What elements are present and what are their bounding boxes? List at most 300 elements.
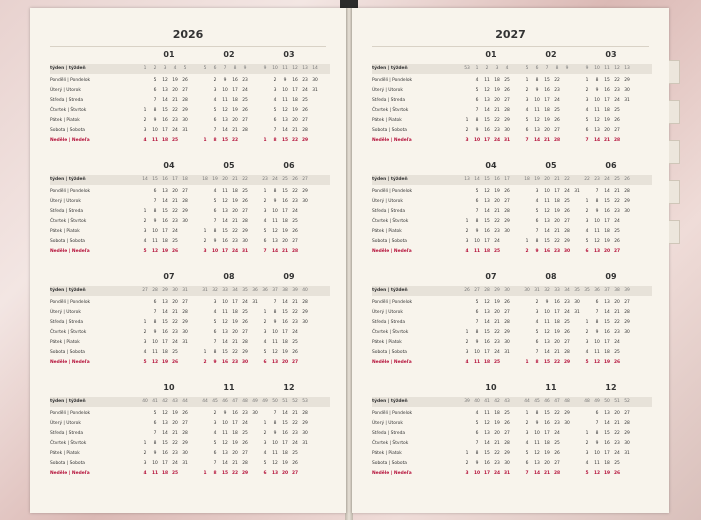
week-number: 37 [604,288,610,293]
day-number: 31 [574,310,580,315]
day-number: 27 [614,128,620,133]
week-number: 21 [554,177,560,182]
day-number: 20 [554,340,560,345]
day-number: 28 [302,128,308,133]
day-number: 1 [585,78,589,83]
day-number: 21 [232,128,238,133]
day-number: 23 [232,239,238,244]
day-number: 7 [153,98,157,103]
day-number: 13 [544,340,550,345]
day-number: 18 [604,461,610,466]
right-page [352,8,669,513]
day-number: 21 [614,421,620,426]
week-number: 25 [614,177,620,182]
day-number: 13 [544,219,550,224]
day-number: 10 [544,189,550,194]
day-number: 10 [534,431,540,436]
weekday-label: Středa | Streda [50,320,84,325]
day-number: 18 [232,98,238,103]
day-number: 6 [273,118,277,123]
week-number: 41 [484,399,490,404]
day-number: 20 [172,88,178,93]
day-number: 6 [153,421,157,426]
day-number: 8 [273,138,277,143]
day-number: 10 [152,461,158,466]
day-number: 24 [242,300,248,305]
week-number: 27 [302,177,308,182]
day-number: 7 [273,300,277,305]
day-number: 19 [494,189,500,194]
day-number: 28 [504,320,510,325]
day-number: 24 [292,209,298,214]
day-number: 3 [213,88,217,93]
day-number: 8 [153,209,157,214]
day-number: 5 [525,451,529,456]
day-number: 24 [172,461,178,466]
day-number: 1 [263,189,267,194]
day-number: 5 [213,320,217,325]
day-number: 5 [585,471,589,476]
day-number: 20 [494,310,500,315]
day-number: 29 [504,451,510,456]
week-number: 35 [584,288,590,293]
day-number: 3 [535,189,539,194]
week-number: 2 [485,66,489,71]
day-number: 15 [604,431,610,436]
day-number: 30 [182,451,188,456]
day-number: 9 [153,330,157,335]
week-number: 9 [243,66,247,71]
week-number: 3 [495,66,499,71]
day-number: 25 [172,239,178,244]
day-number: 4 [143,138,147,143]
day-number: 18 [292,98,298,103]
day-number: 19 [604,118,610,123]
weekday-label: Středa | Streda [372,98,406,103]
month-name: 01 [163,50,175,59]
day-number: 28 [302,300,308,305]
day-number: 6 [153,88,157,93]
day-number: 3 [263,209,267,214]
day-number: 10 [152,128,158,133]
day-number: 27 [182,88,188,93]
day-number: 27 [182,300,188,305]
day-number: 20 [603,249,611,254]
day-number: 11 [484,78,490,83]
day-number: 27 [182,189,188,194]
day-number: 6 [475,199,479,204]
week-number: 8 [555,66,559,71]
day-number: 22 [172,209,178,214]
week-number: 6 [213,66,217,71]
day-number: 25 [242,189,248,194]
day-number: 20 [232,451,238,456]
day-number: 29 [624,320,630,325]
day-number: 22 [554,411,560,416]
day-number: 21 [614,189,620,194]
day-number: 28 [182,431,188,436]
day-number: 22 [172,108,178,113]
day-number: 30 [312,78,318,83]
day-number: 12 [151,249,159,254]
day-number: 6 [585,128,589,133]
weekday-label: Sobota | Sobota [50,350,85,355]
day-number: 5 [273,108,277,113]
day-number: 15 [221,471,229,476]
day-number: 6 [263,360,267,365]
week-number: 20 [222,177,228,182]
day-number: 12 [544,209,550,214]
day-number: 8 [153,441,157,446]
day-number: 3 [585,451,589,456]
week-number: 49 [262,399,268,404]
day-number: 13 [484,199,490,204]
week-number: 34 [232,288,238,293]
day-number: 19 [494,421,500,426]
day-number: 11 [272,219,278,224]
week-number: 27 [474,288,480,293]
day-number: 29 [242,229,248,234]
day-number: 11 [282,98,288,103]
week-number: 11 [604,66,610,71]
day-number: 5 [263,461,267,466]
day-number: 21 [172,431,178,436]
day-number: 17 [162,461,168,466]
day-number: 21 [543,138,551,143]
day-number: 20 [614,411,620,416]
day-number: 30 [563,249,571,254]
day-number: 10 [474,350,480,355]
week-number: 24 [604,177,610,182]
day-number: 3 [143,128,147,133]
day-number: 28 [242,461,248,466]
day-number: 7 [153,199,157,204]
page-tab[interactable] [669,140,680,164]
day-number: 5 [143,249,147,254]
day-number: 5 [585,118,589,123]
week-number: 8 [233,66,237,71]
day-number: 24 [554,431,560,436]
day-number: 1 [465,118,469,123]
day-number: 17 [604,340,610,345]
page-tab[interactable] [669,180,680,204]
weekday-label: Pondělí | Pondelok [50,300,91,305]
day-number: 21 [292,128,298,133]
week-number: 7 [545,66,549,71]
day-number: 15 [604,320,610,325]
left-page [30,8,346,513]
day-number: 14 [271,249,279,254]
day-number: 4 [143,350,147,355]
day-number: 23 [242,78,248,83]
day-number: 14 [484,108,490,113]
day-number: 21 [292,300,298,305]
day-number: 29 [624,199,630,204]
day-number: 31 [241,249,249,254]
day-number: 17 [162,128,168,133]
day-number: 8 [213,138,217,143]
day-number: 9 [535,88,539,93]
year-heading-left: 2026 [172,28,204,41]
day-number: 3 [525,98,529,103]
day-number: 6 [475,310,479,315]
day-number: 11 [152,239,158,244]
day-number: 1 [525,360,529,365]
day-number: 16 [604,209,610,214]
day-number: 4 [465,249,469,254]
day-number: 10 [272,209,278,214]
day-number: 4 [475,411,479,416]
weekday-label: Neděle | Nedeľa [50,138,90,143]
week-number: 13 [624,66,630,71]
day-number: 9 [475,340,479,345]
weekday-label: Středa | Streda [372,431,406,436]
day-number: 18 [282,451,288,456]
week-number: 5 [183,66,187,71]
day-number: 20 [494,98,500,103]
day-number: 6 [475,431,479,436]
day-number: 17 [282,209,288,214]
weekday-label: Neděle | Nedeľa [50,471,90,476]
day-number: 26 [292,461,298,466]
week-number: 33 [222,288,228,293]
day-number: 6 [213,451,217,456]
day-number: 11 [222,189,228,194]
page-tab[interactable] [669,100,680,124]
day-number: 25 [614,229,620,234]
day-number: 4 [213,98,217,103]
day-number: 3 [213,421,217,426]
page-tab[interactable] [669,220,680,244]
day-number: 14 [222,340,228,345]
day-number: 13 [162,189,168,194]
day-number: 2 [465,461,469,466]
day-number: 29 [302,310,308,315]
day-number: 16 [162,118,168,123]
week-number: 34 [564,288,570,293]
day-number: 23 [292,199,298,204]
day-number: 15 [162,209,168,214]
weekday-label: Pátek | Piatok [50,340,80,345]
day-number: 15 [544,78,550,83]
day-number: 23 [494,128,500,133]
day-number: 9 [273,320,277,325]
day-number: 28 [242,219,248,224]
day-number: 27 [564,219,570,224]
day-number: 3 [263,441,267,446]
day-number: 9 [213,360,217,365]
week-number: 45 [212,399,218,404]
day-number: 20 [232,330,238,335]
week-number: 7 [223,66,227,71]
page-tab[interactable] [669,60,680,84]
weekday-label: Čtvrtek | Štvrtok [50,108,87,113]
week-header-label: týden | týždeň [372,288,408,293]
day-number: 20 [494,431,500,436]
day-number: 18 [604,108,610,113]
day-number: 12 [222,441,228,446]
day-number: 15 [282,189,288,194]
day-number: 10 [594,98,600,103]
day-number: 23 [564,300,570,305]
month-name: 02 [545,50,557,59]
day-number: 14 [282,411,288,416]
day-number: 14 [162,98,168,103]
day-number: 14 [222,219,228,224]
week-number: 41 [152,399,158,404]
day-number: 28 [553,471,561,476]
weekday-label: Pátek | Piatok [372,229,402,234]
day-number: 18 [161,471,169,476]
day-number: 29 [301,138,309,143]
day-number: 8 [535,360,539,365]
day-number: 14 [593,138,601,143]
day-number: 12 [282,108,288,113]
day-number: 17 [232,300,238,305]
week-number: 30 [504,288,510,293]
day-number: 12 [162,78,168,83]
day-number: 10 [152,340,158,345]
day-number: 11 [594,350,600,355]
week-number: 31 [182,288,188,293]
day-number: 25 [614,350,620,355]
weekday-label: Úterý | Utorok [50,88,81,93]
day-number: 21 [232,340,238,345]
week-number: 28 [152,288,158,293]
day-number: 29 [504,330,510,335]
day-number: 30 [252,411,258,416]
day-number: 15 [484,219,490,224]
day-number: 31 [503,471,511,476]
day-number: 4 [525,441,529,446]
day-number: 10 [594,451,600,456]
week-number: 50 [604,399,610,404]
week-number: 18 [524,177,530,182]
weekday-label: Sobota | Sobota [372,350,407,355]
day-number: 16 [232,411,238,416]
day-number: 21 [554,229,560,234]
day-number: 27 [242,451,248,456]
month-name: 07 [485,272,497,281]
week-number: 26 [624,177,630,182]
day-number: 21 [543,471,551,476]
week-header-label: týden | týždeň [50,288,86,293]
day-number: 13 [272,239,278,244]
bookmark-ribbon [340,0,358,8]
day-number: 3 [525,431,529,436]
day-number: 5 [213,441,217,446]
day-number: 26 [292,350,298,355]
day-number: 1 [585,320,589,325]
quarter-block [50,272,330,372]
day-number: 23 [494,340,500,345]
day-number: 1 [203,471,207,476]
day-number: 28 [504,441,510,446]
day-number: 3 [263,330,267,335]
day-number: 18 [544,441,550,446]
day-number: 5 [213,108,217,113]
day-number: 6 [213,330,217,335]
day-number: 21 [554,350,560,355]
day-number: 15 [484,330,490,335]
day-number: 29 [242,350,248,355]
day-number: 11 [222,98,228,103]
week-number: 48 [564,399,570,404]
day-number: 12 [272,229,278,234]
week-header-label: týden | týždeň [372,399,408,404]
weekday-label: Úterý | Utorok [372,88,403,93]
day-number: 24 [614,340,620,345]
day-number: 21 [494,209,500,214]
week-number: 23 [594,177,600,182]
day-number: 18 [232,189,238,194]
day-number: 1 [585,431,589,436]
week-number: 39 [292,288,298,293]
week-number: 11 [282,66,288,71]
day-number: 28 [182,310,188,315]
day-number: 28 [564,350,570,355]
day-number: 31 [312,88,318,93]
quarter-block [372,272,652,372]
day-number: 3 [213,300,217,305]
day-number: 15 [484,118,490,123]
day-number: 23 [292,431,298,436]
day-number: 17 [554,189,560,194]
day-number: 4 [213,189,217,194]
day-number: 9 [475,461,479,466]
day-number: 25 [554,108,560,113]
day-number: 26 [554,451,560,456]
week-number: 42 [494,399,500,404]
day-number: 14 [222,461,228,466]
day-number: 21 [232,461,238,466]
day-number: 2 [143,219,147,224]
week-number: 5 [203,66,207,71]
week-number: 51 [282,399,288,404]
day-number: 18 [554,199,560,204]
day-number: 4 [465,360,469,365]
day-number: 1 [525,239,529,244]
day-number: 16 [292,78,298,83]
day-number: 1 [525,411,529,416]
week-number: 14 [312,66,318,71]
day-number: 17 [483,138,491,143]
day-number: 9 [475,229,479,234]
day-number: 26 [242,199,248,204]
week-number: 36 [262,288,268,293]
day-number: 9 [535,249,539,254]
week-number: 20 [544,177,550,182]
month-name: 09 [605,272,617,281]
month-name: 04 [485,161,497,170]
weekday-label: Sobota | Sobota [372,239,407,244]
weekday-label: Pondělí | Pondelok [372,78,413,83]
day-number: 7 [525,138,529,143]
week-number: 50 [272,399,278,404]
day-number: 19 [161,249,169,254]
month-name: 11 [545,383,557,392]
day-number: 31 [182,128,188,133]
day-number: 5 [213,199,217,204]
day-number: 20 [604,128,610,133]
day-number: 31 [302,441,308,446]
day-number: 9 [223,411,227,416]
day-number: 25 [292,451,298,456]
day-number: 30 [241,360,249,365]
day-number: 19 [282,461,288,466]
day-number: 13 [271,360,279,365]
weekday-label: Čtvrtek | Štvrtok [50,441,87,446]
